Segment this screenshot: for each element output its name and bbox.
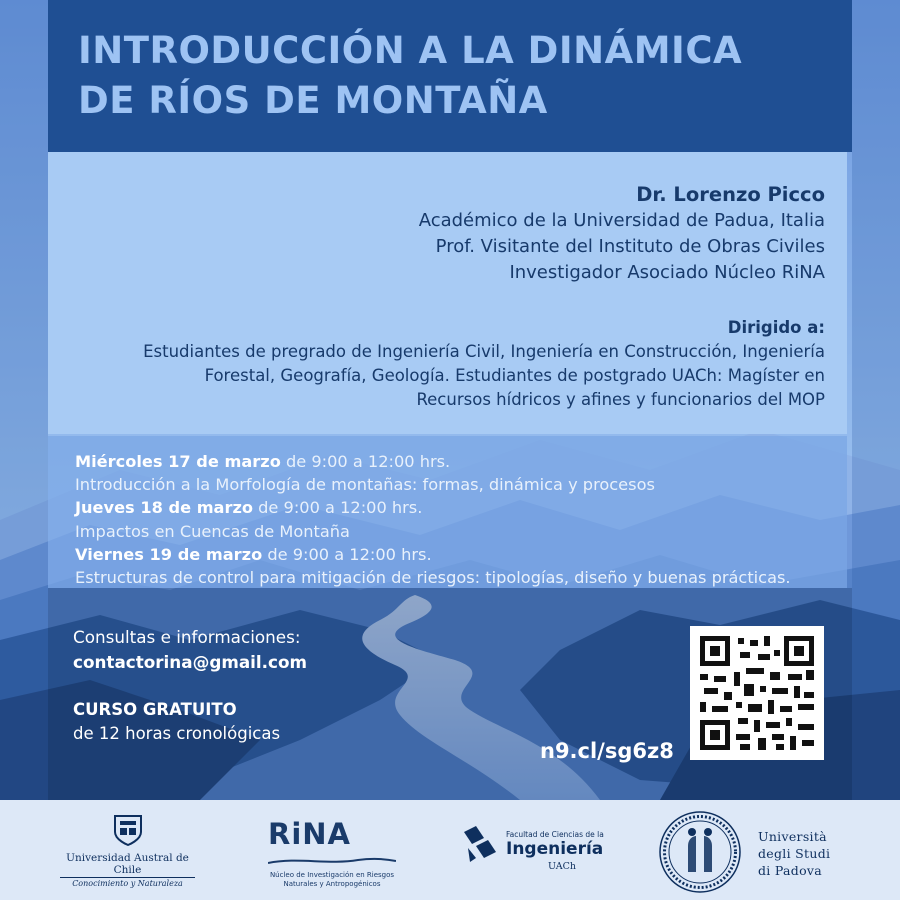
schedule-day-2-time: de 9:00 a 12:00 hrs. bbox=[253, 498, 423, 518]
qr-code-pattern bbox=[700, 636, 814, 750]
audience-line-3: Recursos hídricos y afines y funcionarios del MOP bbox=[416, 390, 825, 409]
speaker-panel bbox=[48, 152, 847, 434]
audience-heading: Dirigido a: bbox=[727, 318, 825, 337]
fci-logo bbox=[462, 826, 612, 870]
qr-code[interactable] bbox=[690, 626, 824, 760]
audience-line-2: Forestal, Geografía, Geología. Estudiantes de postgrado UACh: Magíster en bbox=[204, 366, 825, 385]
course-hours: de 12 horas cronológicas bbox=[73, 724, 281, 743]
uach-shield-icon bbox=[112, 814, 144, 846]
rina-wordmark: RiNA bbox=[268, 817, 351, 851]
padova-line-3: di Padova bbox=[758, 863, 823, 878]
schedule-day-2 bbox=[75, 496, 791, 519]
fci-faculty-label: Facultad de Ciencias de la bbox=[506, 830, 604, 839]
schedule-day-3-topic: Estructuras de control para mitigación de riesgos: tipologías, diseño y buenas prácticas. bbox=[75, 568, 791, 588]
audience-info bbox=[65, 316, 825, 412]
rina-logo bbox=[268, 818, 408, 889]
fci-uach: UACh bbox=[548, 861, 576, 872]
speaker-name: Dr. Lorenzo Picco bbox=[636, 183, 825, 206]
rina-subtitle-line-1: Núcleo de Investigación en Riesgos bbox=[269, 871, 395, 879]
schedule-panel bbox=[48, 436, 847, 588]
schedule-day-3-time: de 9:00 a 12:00 hrs. bbox=[262, 544, 432, 564]
schedule-day-1-topic: Introducción a la Morfología de montañas: formas, dinámica y procesos bbox=[75, 475, 655, 495]
schedule-day-2-date: Jueves 18 de marzo bbox=[75, 498, 254, 518]
fci-ingenieria: Ingeniería bbox=[506, 839, 604, 859]
speaker-info bbox=[419, 182, 825, 286]
course-info bbox=[73, 698, 280, 746]
schedule-day-2-topic: Impactos en Cuencas de Montaña bbox=[75, 521, 350, 541]
rina-wave-icon bbox=[268, 857, 396, 865]
course-title bbox=[78, 26, 838, 126]
speaker-role-3: Investigador Asociado Núcleo RiNA bbox=[509, 262, 825, 283]
speaker-role-2: Prof. Visitante del Instituto de Obras Civiles bbox=[435, 236, 825, 257]
schedule-day-1-time: de 9:00 a 12:00 hrs. bbox=[280, 452, 451, 471]
audience-line-1: Estudiantes de pregrado de Ingeniería Civil, Ingeniería en Construcción, Ingeniería bbox=[143, 342, 825, 361]
short-url[interactable]: n9.cl/sg6z8 bbox=[540, 739, 674, 763]
schedule-day-1 bbox=[75, 450, 791, 473]
uach-name: Universidad Austral de Chile bbox=[60, 852, 195, 878]
title-line-2: DE RÍOS DE MONTAÑA bbox=[78, 79, 548, 122]
title-line-1: INTRODUCCIÓN A LA DINÁMICA bbox=[78, 29, 743, 72]
contact-info bbox=[73, 625, 307, 675]
contact-email[interactable]: contactorina@gmail.com bbox=[73, 652, 308, 672]
contact-label: Consultas e informaciones: bbox=[73, 627, 301, 647]
padova-name bbox=[758, 828, 830, 879]
schedule-list bbox=[75, 450, 791, 589]
padova-line-1: Università bbox=[758, 829, 827, 844]
uach-logo bbox=[60, 814, 195, 888]
footer-logos bbox=[0, 800, 900, 900]
course-free-label: CURSO GRATUITO bbox=[73, 700, 237, 719]
schedule-day-3 bbox=[75, 543, 791, 566]
schedule-day-3-date: Viernes 19 de marzo bbox=[75, 544, 263, 564]
uach-tagline: Conocimiento y Naturaleza bbox=[72, 879, 183, 888]
rina-subtitle bbox=[268, 871, 396, 889]
speaker-role-1: Académico de la Universidad de Padua, Italia bbox=[418, 210, 825, 231]
padova-line-2: degli Studi bbox=[758, 846, 831, 861]
padova-seal-icon bbox=[658, 810, 742, 894]
fci-emblem-icon bbox=[462, 826, 502, 866]
schedule-day-1-date: Miércoles 17 de marzo bbox=[75, 452, 281, 471]
rina-subtitle-line-2: Naturales y Antropogénicos bbox=[283, 880, 381, 888]
padova-logo bbox=[658, 810, 858, 898]
